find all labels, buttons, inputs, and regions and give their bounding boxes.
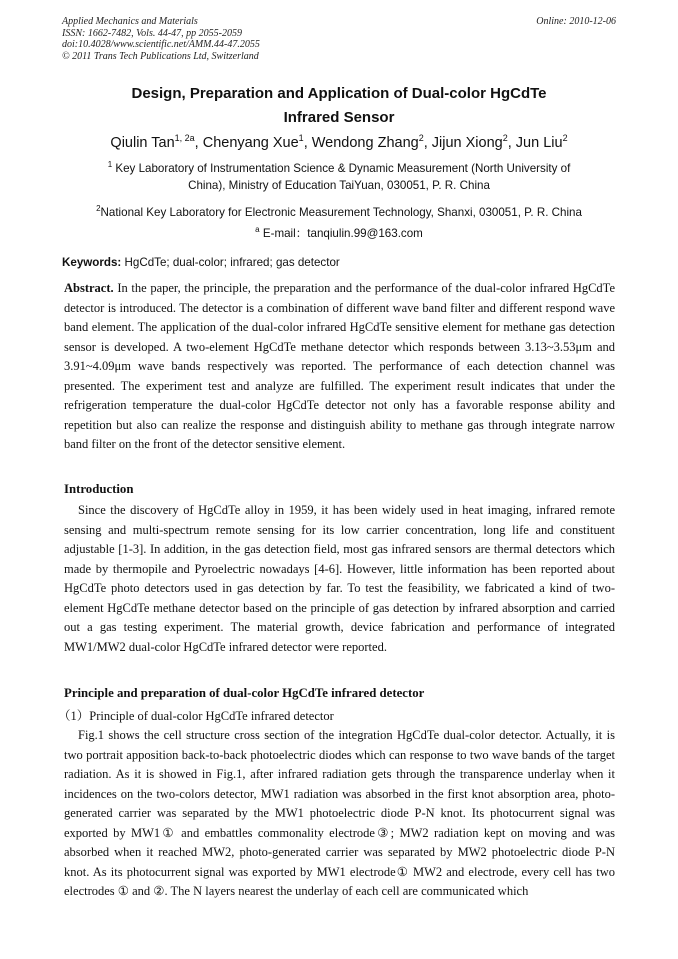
section-heading-principle: Principle and preparation of dual-color HgCdTe infrared detector xyxy=(64,686,425,700)
email-address: E-mail：tanqiulin.99@163.com xyxy=(262,226,423,240)
author-separator: , xyxy=(507,134,516,151)
journal-name: Applied Mechanics and Materials xyxy=(62,16,198,27)
author-name: Jun Liu xyxy=(515,134,563,151)
abstract-paragraph xyxy=(64,279,615,455)
author-separator: , xyxy=(303,134,312,151)
online-date: Online: 2010-12-06 xyxy=(536,16,616,27)
author-name: Qiulin Tan xyxy=(110,134,175,151)
title-line-1: Design, Preparation and Application of Dual-color HgCdTe xyxy=(131,85,547,102)
journal-header xyxy=(62,16,616,62)
title-line-2: Infrared Sensor xyxy=(283,109,395,126)
copyright-line: © 2011 Trans Tech Publications Ltd, Switzerland xyxy=(62,50,259,62)
author-name: Chenyang Xue xyxy=(202,134,299,151)
author-list xyxy=(62,128,616,153)
author-affiliation-mark: 2 xyxy=(418,133,424,143)
abstract-text: In the paper, the principle, the preparation and the performance of the dual-color infrared HgCdTe detector is introduced. The detector is a combination of different wave band filter and different respond wave band element. The application of the dual-color infrared HgCdTe sensitive element for methane gas detection sensor is developed. A two-element HgCdTe methane detector which responds between 3.13~3.53μm and 3.91~4.09μm wave bands respectively was reported. The performance of each detection channel was presented. The experiment test and analyze are fulfilled. The experiment result indicates that under the refrigeration temperature the dual-color HgCdTe detector not only has a favorable response ability and repetition but also can realize the response and distinguish ability to methane gas through integrate narrow band filter on the front of the detector sensitive element. xyxy=(64,281,615,451)
author-separator: , xyxy=(194,134,203,151)
author-affiliation-mark: 2 xyxy=(502,133,508,143)
issn-line: ISSN: 1662-7482, Vols. 44-47, pp 2055-2059 xyxy=(62,27,242,39)
author-affiliation-mark: 2 xyxy=(562,133,568,143)
principle-paragraph: Fig.1 shows the cell structure cross section of the integration HgCdTe dual-color detector. Actually, it is two portrait apposition back-to-back photoelectric diodes which can response to two wave bands of the target radiation. As it is showed in Fig.1, after infrared radiation gets through the transparence underlay when it incidences on the two-colors detector, MW1 radiation was absorbed in the first knot absorption area, photo-generated carrier was separated by the MW1 photoelectric diode P-N knot. Its photocurrent signal was exported by MW1① and embattles commonality electrode③; MW2 radiation kept on moving and was absorbed when it reached MW2, photo-generated carrier was separated by MW2 photoelectric diode P-N knot. As its photocurrent signal was exported by MW1 electrode① MW2 and electrode, every cell has two electrodes ① and ②. The N layers nearest the underlay of each cell are communicated which xyxy=(64,728,615,898)
affiliation-2 xyxy=(62,200,616,242)
affiliation-1-line-1: Key Laboratory of Instrumentation Science & Dynamic Measurement (North University of xyxy=(115,161,571,175)
author-affiliation-mark: 1, 2a xyxy=(174,133,195,143)
introduction-heading: Introduction xyxy=(64,482,134,496)
affiliation-1-line-2: China), Ministry of Education TaiYuan, 030051, P. R. China xyxy=(188,178,490,192)
doi-line: doi:10.4028/www.scientific.net/AMM.44-47.2055 xyxy=(62,39,260,50)
affiliation-mark: 1 xyxy=(107,160,113,169)
abstract-label: Abstract. xyxy=(64,281,114,295)
introduction-paragraph: Since the discovery of HgCdTe alloy in 1959, it has been widely used in heat imaging, infrared remote sensing and multi-spectrum remote sensing for its low carrier concentration, long life and constituent adjustable [1-3]. In addition, in the gas detection field, most gas infrared sensors are thermal detectors which made by thermopile and Pyroelectric nowadays [4-6]. However, little information has been reported about HgCdTe photo detectors used in gas detection by far. To test the feasibility, we fabricated a kind of two-element HgCdTe methane detector based on the principle of gas detection by infrared absorption and carried out a gas testing experiment. The material growth, device fabrication and performance of integrated MW1/MW2 dual-color HgCdTe infrared detector were reported. xyxy=(64,503,615,654)
author-separator: , xyxy=(423,134,432,151)
keywords-text: HgCdTe; dual-color; infrared; gas detector xyxy=(124,256,340,269)
affiliation-1 xyxy=(62,156,616,194)
email-mark: a xyxy=(255,224,260,234)
affiliation-2-text: National Key Laboratory for Electronic Measurement Technology, Shanxi, 030051, P. R. China xyxy=(100,205,582,219)
keywords xyxy=(62,255,616,271)
author-name: Jijun Xiong xyxy=(431,134,503,151)
paper-title xyxy=(62,82,616,130)
subsection-heading: （1）Principle of dual-color HgCdTe infrared detector xyxy=(58,709,334,723)
author-affiliation-mark: 1 xyxy=(298,133,304,143)
author-name: Wendong Zhang xyxy=(311,134,419,151)
affiliation-mark: 2 xyxy=(96,204,101,213)
keywords-label: Keywords: xyxy=(62,256,122,269)
